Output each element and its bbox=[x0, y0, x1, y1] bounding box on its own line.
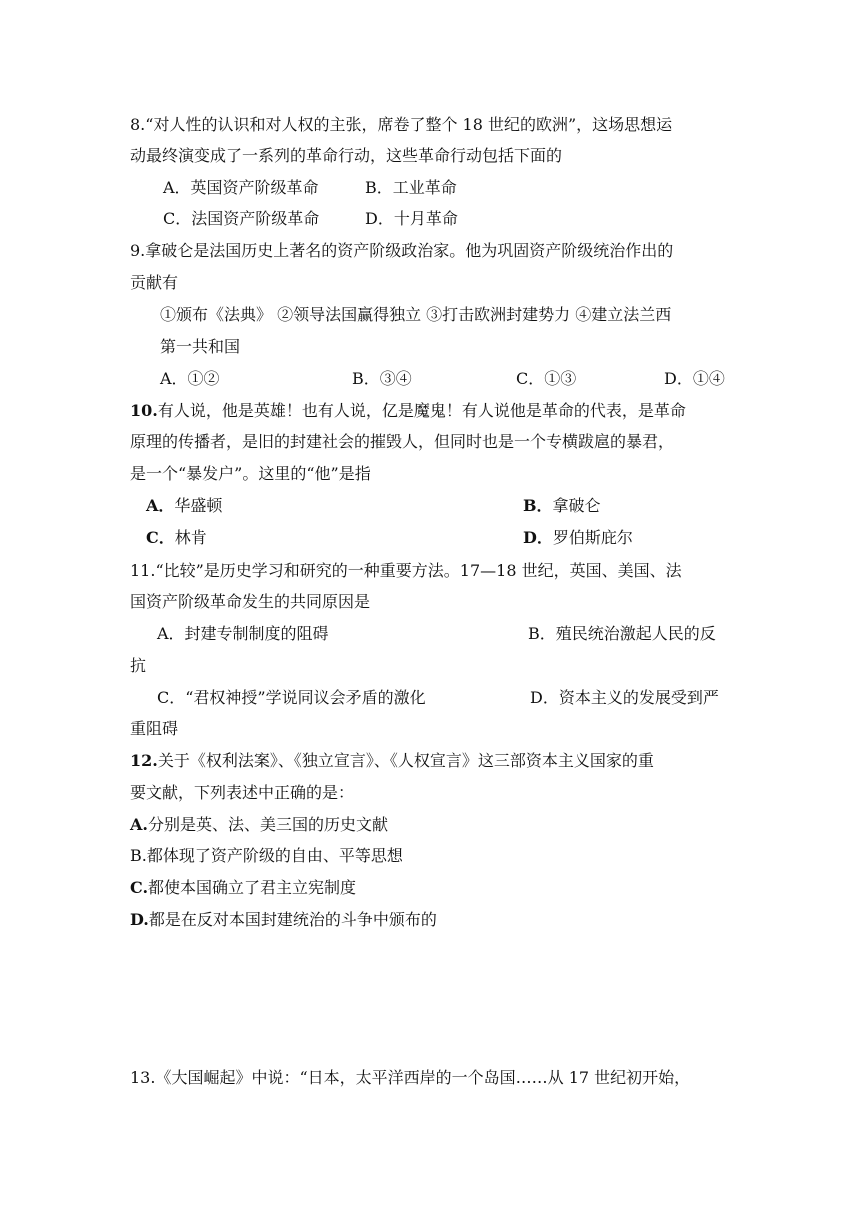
q12-option-a-letter: A. bbox=[130, 815, 148, 834]
q10-option-a-text: 华盛顿 bbox=[174, 496, 223, 515]
q12-option-c-text: 都使本国确立了君主立宪制度 bbox=[148, 878, 357, 897]
q9-option-a: A．①② bbox=[160, 369, 220, 388]
q9-option-d: D．①④ bbox=[664, 369, 725, 388]
q10-option-d bbox=[523, 527, 633, 549]
q10-option-d-letter: D． bbox=[523, 528, 553, 547]
q9-option-b: B．③④ bbox=[352, 369, 412, 388]
q10-option-c-letter: C． bbox=[146, 528, 175, 547]
q10-option-b-text: 拿破仑 bbox=[552, 496, 601, 515]
q10-option-b bbox=[523, 495, 601, 517]
q12-option-a bbox=[130, 814, 388, 836]
q10-stem-line1 bbox=[130, 400, 686, 422]
q10-option-c-text: 林肯 bbox=[174, 528, 207, 547]
q10-option-d-text: 罗伯斯庇尔 bbox=[552, 528, 633, 547]
q10-option-a bbox=[146, 495, 222, 517]
q12-number: 12. bbox=[130, 751, 158, 770]
q12-option-d-letter: D. bbox=[130, 910, 149, 929]
q12-option-c-letter: C. bbox=[130, 878, 149, 897]
q8-option-d: D．十月革命 bbox=[365, 209, 458, 228]
q10-option-b-letter: B． bbox=[523, 496, 553, 515]
q11-option-d-cont: 重阻碍 bbox=[130, 719, 179, 738]
q12-stem-text: 关于《权利法案》、《独立宣言》、《人权宣言》这三部资本主义国家的重 bbox=[157, 751, 654, 770]
q12-option-d-text: 都是在反对本国封建统治的斗争中颁布的 bbox=[148, 910, 437, 929]
q10-option-c bbox=[146, 527, 207, 549]
q8-option-c: C．法国资产阶级革命 bbox=[163, 209, 320, 228]
q12-option-a-text: 分别是英、法、美三国的历史文献 bbox=[147, 815, 388, 834]
q12-stem-line2: 要文献，下列表述中正确的是： bbox=[130, 783, 355, 802]
q10-option-a-letter: A． bbox=[146, 496, 175, 515]
q11-option-a: A．封建专制制度的阻碍 bbox=[157, 624, 329, 643]
q10-stem-line2: 原理的传播者，是旧的封建社会的摧毁人，但同时也是一个专横跋扈的暴君， bbox=[130, 432, 675, 451]
q10-stem-line3: 是一个“暴发户”。这里的“他”是指 bbox=[130, 464, 371, 483]
q9-items-line1: ①颁布《法典》 ②领导法国赢得独立 ③打击欧洲封建势力 ④建立法兰西 bbox=[160, 305, 672, 324]
q9-option-c: C．①③ bbox=[516, 369, 577, 388]
q9-items-line2: 第一共和国 bbox=[160, 337, 241, 356]
q13-stem-line1: 13.《大国崛起》中说：“日本，太平洋西岸的一个岛国……从 17 世纪初开始， bbox=[130, 1068, 691, 1087]
q11-option-b-cont: 抗 bbox=[130, 656, 147, 675]
q10-number: 10. bbox=[130, 401, 158, 420]
q8-stem-line1: 8.“对人性的认识和对人权的主张，席卷了整个 18 世纪的欧洲”，这场思想运 bbox=[130, 115, 673, 134]
q11-option-c: C．“君权神授”学说同议会矛盾的激化 bbox=[157, 688, 426, 707]
q12-option-b: B.都体现了资产阶级的自由、平等思想 bbox=[130, 846, 403, 865]
q11-stem-line1: 11.“比较”是历史学习和研究的一种重要方法。17—18 世纪，英国、美国、法 bbox=[130, 561, 682, 580]
q10-stem-text: 有人说，他是英雄！也有人说，亿是魔鬼！有人说他是革命的代表，是革命 bbox=[157, 401, 686, 420]
q12-stem-line1 bbox=[130, 750, 654, 772]
q11-stem-line2: 国资产阶级革命发生的共同原因是 bbox=[130, 592, 371, 611]
q8-option-b: B．工业革命 bbox=[365, 178, 457, 197]
q8-option-a: A．英国资产阶级革命 bbox=[163, 178, 319, 197]
q8-stem-line2: 动最终演变成了一系列的革命行动，这些革命行动包括下面的 bbox=[130, 146, 563, 165]
q11-option-b: B．殖民统治激起人民的反 bbox=[528, 624, 716, 643]
q11-option-d: D．资本主义的发展受到严 bbox=[530, 688, 719, 707]
q12-option-d bbox=[130, 909, 437, 931]
q12-option-c bbox=[130, 877, 356, 899]
q9-stem-line2: 贡献有 bbox=[130, 273, 179, 292]
q9-stem-line1: 9.拿破仑是法国历史上著名的资产阶级政治家。他为巩固资产阶级统治作出的 bbox=[130, 241, 674, 260]
